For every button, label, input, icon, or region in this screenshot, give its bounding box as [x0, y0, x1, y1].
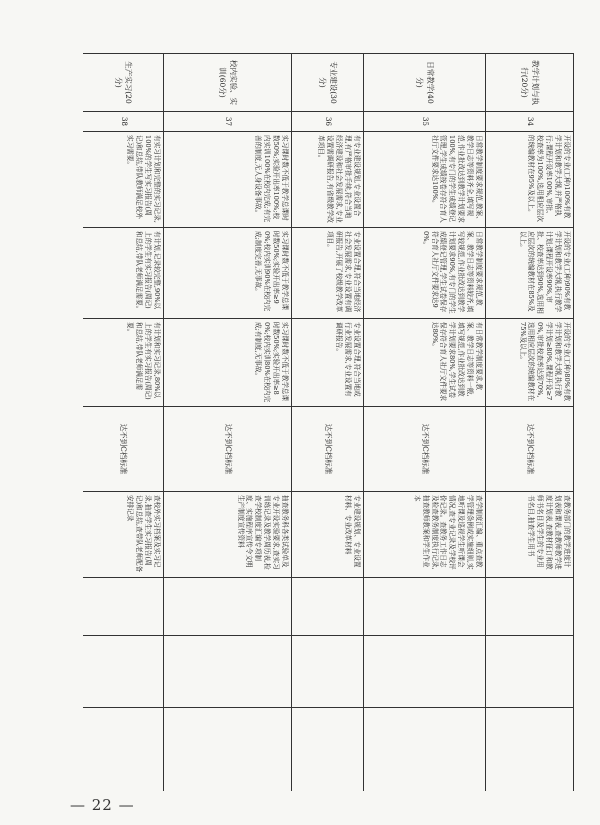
table-row [83, 54, 164, 792]
blank-cell [164, 578, 292, 636]
standard-c: 专业设置合理,符合当地或行业发展需求,专业设置有调研报告。 [292, 319, 364, 407]
check-method: 查校外实习档案及实习记录,抽查学生实习报告(周记)和总结,查带队老师配备安排记录 [83, 492, 164, 578]
table-row [292, 54, 364, 792]
standard-c: 实习课时数不低于教学总课时数50%;实验开出率≥80%;校内实训80%在校内完成;有制度,无事故。 [164, 319, 292, 407]
standard-a: 有专业建设规划,专业设置合理,有严格审批手续,符合当地经济建设和社会发展需求,专业设置需调研报告,有省级教学改革项目。 [292, 132, 364, 228]
item-number: 38 [83, 112, 164, 132]
standard-d: 达不到C档标准 [486, 407, 574, 492]
standard-b: 开设的专业(工种)90%有教学计划和教学大纲,执行教学计划;课程开设率90%,审批、校查率达到90%,选用相应层次的统编教材在85%及以上。 [486, 228, 574, 319]
standard-a: 实习课时数不低于教学总课时数50%;实验开出率100%;校内实训100%在校内完成;有完善的制度,无人身设备事故。 [164, 132, 292, 228]
category-cell: 生产实习(20分) [83, 54, 164, 112]
check-method: 查学制度汇编、重点查教学管理条例或实施细则,实地听课及巡视学生听课会情况,查专业记录及学校评价记录。查教务工作日志及检查教务制度执行记录,抽查教师教案和学生作业本 [364, 492, 486, 578]
blank-cell [364, 708, 486, 792]
blank-cell [486, 708, 574, 792]
rotated-page [83, 53, 574, 791]
standard-d: 达不到C档标准 [83, 407, 164, 492]
table-row [486, 54, 574, 792]
item-number: 34 [486, 112, 574, 132]
item-number: 37 [164, 112, 292, 132]
standard-a: 有实习计划和完整的实习记录,100%的学生写实习报告(周记)和总结,带队教师满足校外实习需要。 [83, 132, 164, 228]
category-cell: 专业建设(30分) [292, 54, 364, 112]
standard-b: 有计划,记录较完整,90%以上的学生有实习报告(周记)和总结,带队老师满足需要。 [83, 228, 164, 319]
item-number: 36 [292, 112, 364, 132]
blank-cell [292, 636, 364, 708]
standard-d: 达不到C档标准 [292, 407, 364, 492]
check-method: 专业建设规划、专业设置材料、专业改革材料 [292, 492, 364, 578]
standard-c: 有计划和实习记录,80%以上的学生有实习报告(周记)和总结,带队老师满足需要。 [83, 319, 164, 407]
standard-d: 达不到C档标准 [364, 407, 486, 492]
item-number: 35 [364, 112, 486, 132]
category-cell: 日常教学(40分) [364, 54, 486, 112]
check-method: 抽查教务科各类试验单及专业开设实验要求,查实习训练记录及教学周历表,检查学校制度汇编专项制度、实施程序宣传令文明生产制度宣传资料 [164, 492, 292, 578]
blank-cell [292, 578, 364, 636]
blank-cell [364, 636, 486, 708]
blank-cell [83, 578, 164, 636]
standard-d: 达不到C档标准 [164, 407, 292, 492]
standard-b: 实习课时数不低于教学总课时数50%;实验开出率≥90%;校内实训90%在校内完成;制度完善,无事故。 [164, 228, 292, 319]
category-cell: 校内实验、实训(60分) [164, 54, 292, 112]
table-row [364, 54, 486, 792]
standard-c: 开设的专业(工种)80%有教学计划和教学大纲,执行教学计划≥80%,课程开设≥70%,审批校查率达到70%,选用相应层次的统编教材在75%及以上。 [486, 319, 574, 407]
evaluation-table [83, 53, 574, 791]
blank-cell [364, 578, 486, 636]
blank-cell [83, 708, 164, 792]
check-method: 查教务部门的教学进度计划表和课表,查教师教学进度计划表,查教材征订和教师书名目及学生的专业用书名目,抽查学生用书 [486, 492, 574, 578]
blank-cell [83, 636, 164, 708]
category-cell: 教学计划与执行(20分) [486, 54, 574, 112]
blank-cell [164, 708, 292, 792]
blank-cell [486, 636, 574, 708]
standard-a: 日常教学制度要求规范,教案、教学日志等资料齐全,填写规范,作业批改达到教学计划要求100%,有专门的学生成绩登记管理,学生成绩按卷存符合育人社厅文件要求达100%。 [364, 132, 486, 228]
blank-cell [292, 708, 364, 792]
standard-c: 有日常教学制度要求,教案、教学日志等资料一般,填写规范,作业批改达到教学计划要求80%,学生试卷保存符合育人社厅文件要求达80%。 [364, 319, 486, 407]
blank-cell [164, 636, 292, 708]
standard-a: 开设的专业(工种)100%有教学计划和教学大纲,并严格执行;课程开设率100%,审批、校查率为100%,选用相应层次的统编教材在95%及以上。 [486, 132, 574, 228]
table-row [164, 54, 292, 792]
page-number: — 22 — [70, 796, 135, 814]
blank-cell [486, 578, 574, 636]
standard-b: 日常教学制度要求规范,教案、教学日志等资料较齐,填写较规范,作业批改达到教学计划要求90%,有专门的学生成绩登记管理,学生试卷保存符合育人社厅文件要求达90%。 [364, 228, 486, 319]
standard-b: 专业设置合理,符合当地经济社会发展需求,专业设置有调研报告,开展了校级教学改革项目。 [292, 228, 364, 319]
